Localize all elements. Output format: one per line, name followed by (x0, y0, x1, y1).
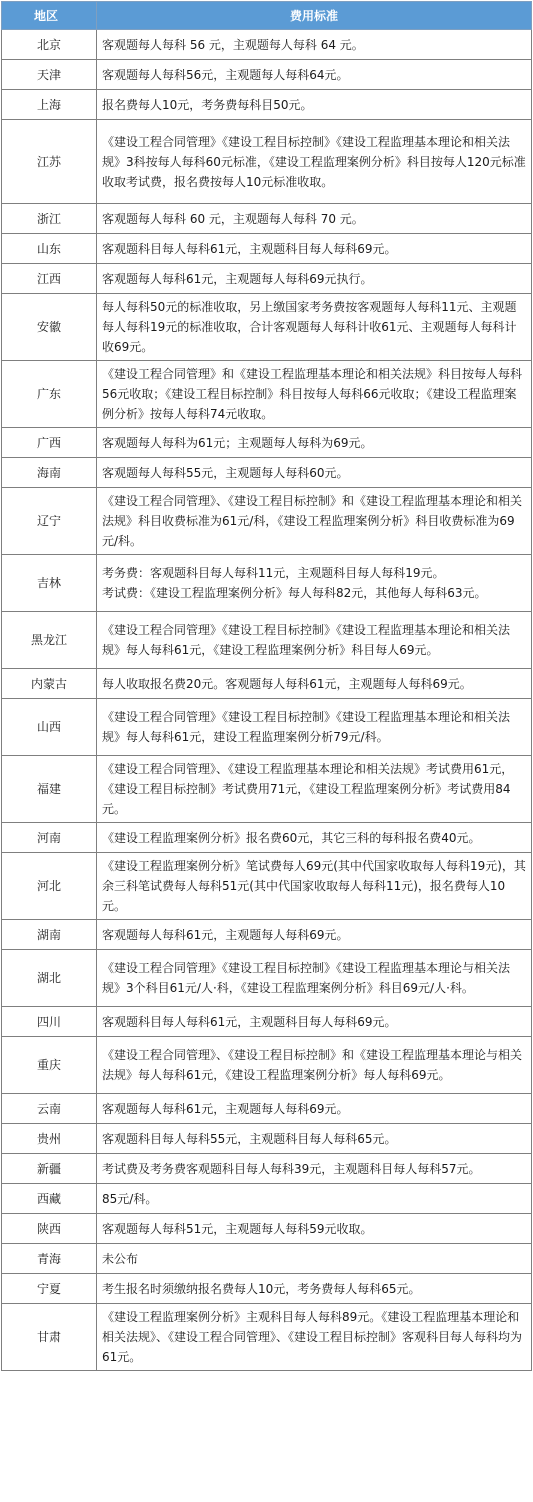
fee-cell: 客观题科目每人每科55元，主观题科目每人每科65元。 (97, 1124, 532, 1154)
region-cell: 浙江 (2, 204, 97, 234)
table-row (2, 488, 532, 555)
region-cell: 山西 (2, 699, 97, 756)
region-cell: 天津 (2, 60, 97, 90)
table-row (2, 120, 532, 204)
table-row (2, 950, 532, 1007)
fee-cell: 客观题每人每科61元，主观题每人每科69元执行。 (97, 264, 532, 294)
region-cell: 广西 (2, 428, 97, 458)
table-row (2, 458, 532, 488)
fee-cell: 《建设工程合同管理》、《建设工程目标控制》和《建设工程监理基本理论和相关法规》科目收费标准为61元/科，《建设工程监理案例分析》科目收费标准为69元/科。 (97, 488, 532, 555)
table-row (2, 1094, 532, 1124)
fee-cell: 客观题每人每科 56 元，主观题每人每科 64 元。 (97, 30, 532, 60)
table-row (2, 90, 532, 120)
region-cell: 吉林 (2, 555, 97, 612)
fee-cell: 《建设工程监理案例分析》报名费60元，其它三科的每科报名费40元。 (97, 823, 532, 853)
fee-cell: 未公布 (97, 1244, 532, 1274)
fee-cell: 每人每科50元的标准收取，另上缴国家考务费按客观题每人每科11元、主观题每人每科19元的标准收取，合计客观题每人每科计收61元、主观题每人每科计收69元。 (97, 294, 532, 361)
table-row (2, 612, 532, 669)
fee-cell: 《建设工程合同管理》和《建设工程监理基本理论和相关法规》科目按每人每科56元收取；《建设工程目标控制》科目按每人每科66元收取；《建设工程监理案例分析》按每人每科74元收取。 (97, 361, 532, 428)
header-region: 地区 (2, 2, 97, 30)
fee-line: 考务费：客观题科目每人每科11元，主观题科目每人每科19元。 (102, 566, 445, 580)
table-row (2, 555, 532, 612)
table-row (2, 428, 532, 458)
table-row (2, 1214, 532, 1244)
region-cell: 青海 (2, 1244, 97, 1274)
table-row (2, 1007, 532, 1037)
fee-cell: 每人收取报名费20元。客观题每人每科61元，主观题每人每科69元。 (97, 669, 532, 699)
fee-cell: 客观题每人每科为61元；主观题每人每科为69元。 (97, 428, 532, 458)
region-cell: 河南 (2, 823, 97, 853)
region-cell: 内蒙古 (2, 669, 97, 699)
fee-standards-table (1, 1, 532, 1371)
region-cell: 海南 (2, 458, 97, 488)
fee-cell: 客观题每人每科 60 元，主观题每人每科 70 元。 (97, 204, 532, 234)
fee-cell: 《建设工程合同管理》《建设工程目标控制》《建设工程监理基本理论和相关法规》每人每科61元，《建设工程监理案例分析》科目每人69元。 (97, 612, 532, 669)
region-cell: 西藏 (2, 1184, 97, 1214)
fee-cell: 客观题每人每科61元，主观题每人每科69元。 (97, 920, 532, 950)
table-row (2, 756, 532, 823)
fee-cell: 客观题每人每科56元，主观题每人每科64元。 (97, 60, 532, 90)
header-fee: 费用标准 (97, 2, 532, 30)
table-row (2, 361, 532, 428)
region-cell: 北京 (2, 30, 97, 60)
table-row (2, 204, 532, 234)
region-cell: 广东 (2, 361, 97, 428)
table-row (2, 294, 532, 361)
table-row (2, 30, 532, 60)
region-cell: 上海 (2, 90, 97, 120)
fee-cell: 客观题每人每科51元，主观题每人每科59元收取。 (97, 1214, 532, 1244)
fee-line: 考试费：《建设工程监理案例分析》每人每科82元，其他每人每科63元。 (102, 586, 487, 600)
region-cell: 湖南 (2, 920, 97, 950)
region-cell: 江西 (2, 264, 97, 294)
table-row (2, 1124, 532, 1154)
region-cell: 河北 (2, 853, 97, 920)
fee-cell: 客观题每人每科55元，主观题每人每科60元。 (97, 458, 532, 488)
region-cell: 甘肃 (2, 1304, 97, 1371)
table-row (2, 669, 532, 699)
table-row (2, 1244, 532, 1274)
fee-cell: 客观题科目每人每科61元，主观题科目每人每科69元。 (97, 234, 532, 264)
table-row (2, 699, 532, 756)
region-cell: 四川 (2, 1007, 97, 1037)
fee-cell: 《建设工程合同管理》、《建设工程目标控制》和《建设工程监理基本理论与相关法规》每人每科61元，《建设工程监理案例分析》每人每科69元。 (97, 1037, 532, 1094)
fee-cell: 《建设工程合同管理》、《建设工程监理基本理论和相关法规》考试费用61元，《建设工程目标控制》考试费用71元，《建设工程监理案例分析》考试费用84元。 (97, 756, 532, 823)
table-row (2, 1184, 532, 1214)
table-row (2, 1274, 532, 1304)
region-cell: 陕西 (2, 1214, 97, 1244)
fee-cell: 《建设工程合同管理》《建设工程目标控制》《建设工程监理基本理论和相关法规》3科按每人每科60元标准，《建设工程监理案例分析》科目按每人120元标准收取考试费，报名费按每人10元标准收取。 (97, 120, 532, 204)
fee-cell: 报名费每人10元，考务费每科目50元。 (97, 90, 532, 120)
region-cell: 重庆 (2, 1037, 97, 1094)
table-row (2, 60, 532, 90)
fee-cell: 《建设工程监理案例分析》主观科目每人每科89元。《建设工程监理基本理论和相关法规》、《建设工程合同管理》、《建设工程目标控制》客观科目每人每科均为61元。 (97, 1304, 532, 1371)
table-body (2, 30, 532, 1371)
region-cell: 黑龙江 (2, 612, 97, 669)
region-cell: 湖北 (2, 950, 97, 1007)
region-cell: 山东 (2, 234, 97, 264)
fee-cell: 《建设工程合同管理》《建设工程目标控制》《建设工程监理基本理论和相关法规》每人每科61元，建设工程监理案例分析79元/科。 (97, 699, 532, 756)
table-row (2, 1154, 532, 1184)
fee-cell: 85元/科。 (97, 1184, 532, 1214)
region-cell: 宁夏 (2, 1274, 97, 1304)
table-row (2, 1304, 532, 1371)
table-row (2, 264, 532, 294)
table-header-row (2, 2, 532, 30)
fee-cell: 《建设工程合同管理》《建设工程目标控制》《建设工程监理基本理论与相关法规》3个科目61元/人·科，《建设工程监理案例分析》科目69元/人·科。 (97, 950, 532, 1007)
region-cell: 新疆 (2, 1154, 97, 1184)
region-cell: 辽宁 (2, 488, 97, 555)
fee-cell: 客观题科目每人每科61元，主观题科目每人每科69元。 (97, 1007, 532, 1037)
fee-cell (97, 555, 532, 612)
table-row (2, 234, 532, 264)
table-row (2, 823, 532, 853)
region-cell: 江苏 (2, 120, 97, 204)
fee-cell: 客观题每人每科61元，主观题每人每科69元。 (97, 1094, 532, 1124)
table-row (2, 1037, 532, 1094)
region-cell: 福建 (2, 756, 97, 823)
region-cell: 贵州 (2, 1124, 97, 1154)
table-row (2, 920, 532, 950)
fee-cell: 考生报名时须缴纳报名费每人10元，考务费每人每科65元。 (97, 1274, 532, 1304)
region-cell: 云南 (2, 1094, 97, 1124)
fee-cell: 考试费及考务费客观题科目每人每科39元，主观题科目每人每科57元。 (97, 1154, 532, 1184)
table-row (2, 853, 532, 920)
fee-cell: 《建设工程监理案例分析》笔试费每人69元(其中代国家收取每人每科19元)，其余三科笔试费每人每科51元(其中代国家收取每人每科11元)，报名费每人10元。 (97, 853, 532, 920)
region-cell: 安徽 (2, 294, 97, 361)
